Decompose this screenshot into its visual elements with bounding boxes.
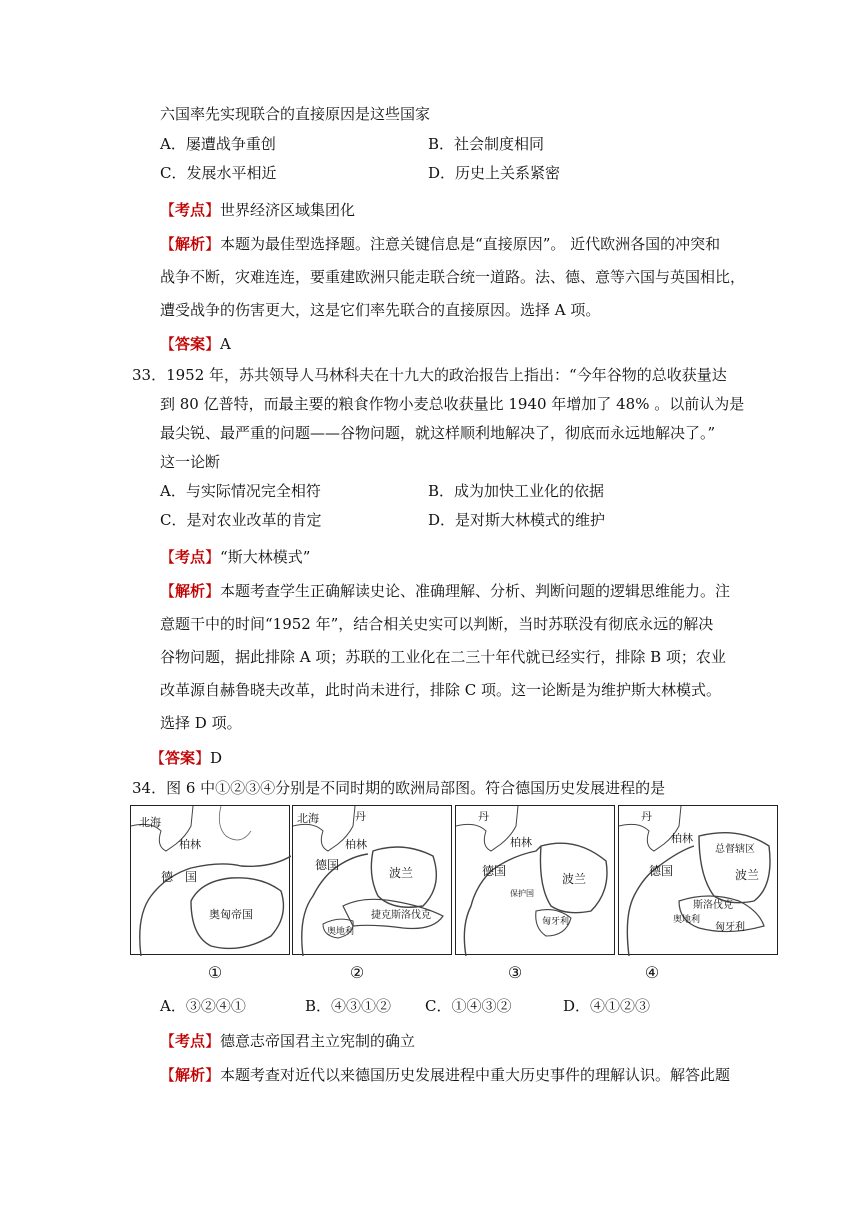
map-3: 丹 柏林 德国 波兰 匈牙利 保护国: [455, 805, 615, 955]
q34-jiexi-line-1: 【解析】本题考查对近代以来德国历史发展进程中重大历史事件的理解认识。解答此题: [160, 1066, 731, 1084]
map-3-drawing: [456, 806, 616, 956]
q34-option-b: B．④③①②: [305, 997, 392, 1015]
q33-option-b: B．成为加快工业化的依据: [428, 482, 605, 500]
q33-jiexi-line-5: 选择 D 项。: [160, 714, 242, 732]
q32-jiexi-line-2: 战争不断，灾难连连，要重建欧洲只能走联合统一道路。法、德、意等六国与英国相比，: [160, 268, 746, 286]
q32-jiexi-line-1: 【解析】本题为最佳型选择题。注意关键信息是“直接原因”。 近代欧洲各国的冲突和: [160, 235, 721, 253]
q32-option-c: C．发展水平相近: [160, 164, 277, 182]
q33-kaodian: 【考点】“斯大林模式”: [160, 548, 311, 566]
q33-stem-line-1: 33．1952 年，苏共领导人马林科夫在十九大的政治报告上指出：“今年谷物的总收获量达: [132, 366, 727, 384]
q34-stem: 34．图 6 中①②③④分别是不同时期的欧洲局部图。符合德国历史发展进程的是: [132, 779, 666, 797]
q33-option-c: C．是对农业改革的肯定: [160, 511, 322, 529]
q33-answer: 【答案】D: [150, 749, 223, 767]
q32-option-a: A．屡遭战争重创: [160, 135, 276, 153]
map-3-caption: ③: [507, 963, 523, 982]
map-4-caption: ④: [644, 963, 660, 982]
q34-option-a: A．③②④①: [160, 997, 246, 1015]
q33-jiexi-line-4: 改革源自赫鲁晓夫改革，此时尚未进行，排除 C 项。这一论断是为维护斯大林模式。: [160, 681, 722, 699]
q33-stem-line-4: 这一论断: [160, 453, 221, 471]
answer-label: 答案: [175, 335, 206, 353]
q34-kaodian: 【考点】德意志帝国君主立宪制的确立: [160, 1032, 416, 1050]
q33-jiexi-line-2: 意题干中的时间“1952 年”，结合相关史实可以判断，当时苏联没有彻底永远的解决: [160, 615, 714, 633]
map-1-caption: ①: [207, 963, 223, 982]
q34-option-c: C．①④③②: [425, 997, 512, 1015]
q33-jiexi-line-3: 谷物问题，据此排除 A 项；苏联的工业化在二三十年代就已经实行，排除 B 项；农业: [160, 648, 726, 666]
map-1: 北海 柏林 德 国 奥匈帝国: [130, 805, 290, 955]
q32-stem: 六国率先实现联合的直接原因是这些国家: [160, 105, 431, 123]
map-2: 北海 丹 柏林 德国 波兰 捷克斯洛伐克 奥地利: [292, 805, 452, 955]
q33-jiexi-line-1: 【解析】本题考查学生正确解读史论、准确理解、分析、判断问题的逻辑思维能力。注: [160, 582, 731, 600]
jiexi-label: 解析: [175, 235, 206, 253]
q32-kaodian: 【考点】世界经济区域集团化: [160, 201, 356, 219]
kaodian-text: 世界经济区域集团化: [220, 201, 356, 219]
map-2-drawing: [293, 806, 453, 956]
kaodian-label: 考点: [175, 201, 206, 219]
q33-stem-line-2: 到 80 亿普特，而最主要的粮食作物小麦总收获量比 1940 年增加了 48% 。以前认为是: [160, 395, 745, 413]
answer-text: A: [220, 335, 231, 353]
q32-option-b: B．社会制度相同: [428, 135, 545, 153]
q33-stem-line-3: 最尖锐、最严重的问题——谷物问题，就这样顺利地解决了，彻底而永远地解决了。”: [160, 424, 716, 442]
europe-maps-figure: [130, 805, 780, 955]
map-2-caption: ②: [349, 963, 365, 982]
map-4: 丹 柏林 德国 波兰 总督辖区 斯洛伐克 匈牙利 奥地利: [618, 805, 778, 955]
q34-option-d: D．④①②③: [563, 997, 651, 1015]
q33-option-a: A．与实际情况完全相符: [160, 482, 321, 500]
q32-jiexi-line-3: 遭受战争的伤害更大，这是它们率先联合的直接原因。选择 A 项。: [160, 301, 601, 319]
q32-option-d: D．历史上关系紧密: [428, 164, 561, 182]
q33-option-d: D．是对斯大林模式的维护: [428, 511, 606, 529]
q32-answer: 【答案】A: [160, 335, 231, 353]
